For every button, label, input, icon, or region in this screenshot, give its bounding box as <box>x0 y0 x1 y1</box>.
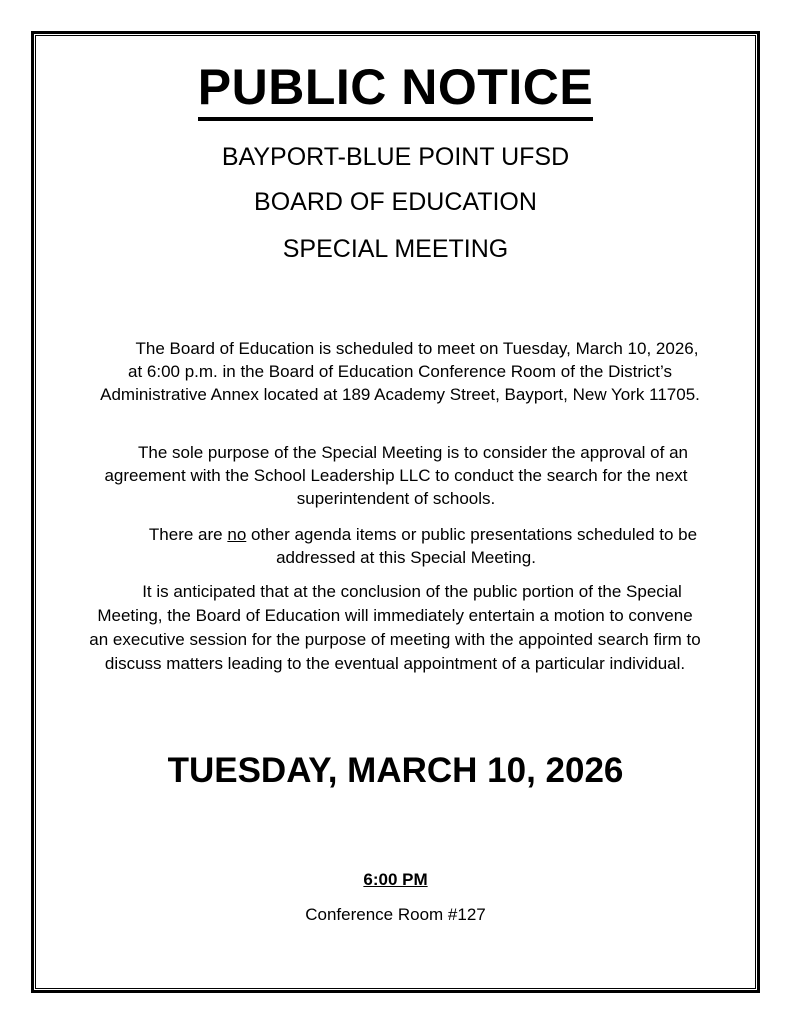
meeting-schedule-paragraph <box>100 337 700 406</box>
agenda-text-after: other agenda items or public presentations scheduled to be addressed at this Special Meeting. <box>246 525 698 567</box>
agenda-paragraph <box>110 523 702 569</box>
executive-session-text: It is anticipated that at the conclusion of the public portion of the Special Meeting, the Board of Education will immediately entertain a motion to convene an executive session for the purpose of meeting with the appointed search firm to discuss matters leading to the eventual appointment of a particular individual. <box>89 582 701 673</box>
notice-title <box>0 58 791 121</box>
meeting-time <box>0 869 791 891</box>
meeting-location: Conference Room #127 <box>305 905 486 924</box>
meeting-schedule-text: The Board of Education is scheduled to meet on Tuesday, March 10, 2026, at 6:00 p.m. in the Board of Education Conference Room of the District’s Administrative Annex located at 189 Academy Street, Bayport, New York 11705. <box>100 339 700 404</box>
meeting-date: TUESDAY, MARCH 10, 2026 <box>167 751 624 790</box>
meeting-type: SPECIAL MEETING <box>282 235 509 263</box>
district-name: BAYPORT-BLUE POINT UFSD <box>221 143 570 171</box>
page-border-inner <box>35 35 756 989</box>
meeting-time-text: 6:00 PM <box>363 870 428 889</box>
executive-session-paragraph <box>88 580 702 676</box>
agenda-emphasis: no <box>227 525 247 544</box>
notice-title-text: PUBLIC NOTICE <box>198 59 593 121</box>
agenda-text-before: There are <box>148 525 228 544</box>
meeting-purpose-paragraph <box>90 441 702 510</box>
meeting-purpose-text: The sole purpose of the Special Meeting is to consider the approval of an agreement with the School Leadership LLC to conduct the search for the next superintendent of schools. <box>104 443 688 508</box>
board-name: BOARD OF EDUCATION <box>254 188 537 216</box>
